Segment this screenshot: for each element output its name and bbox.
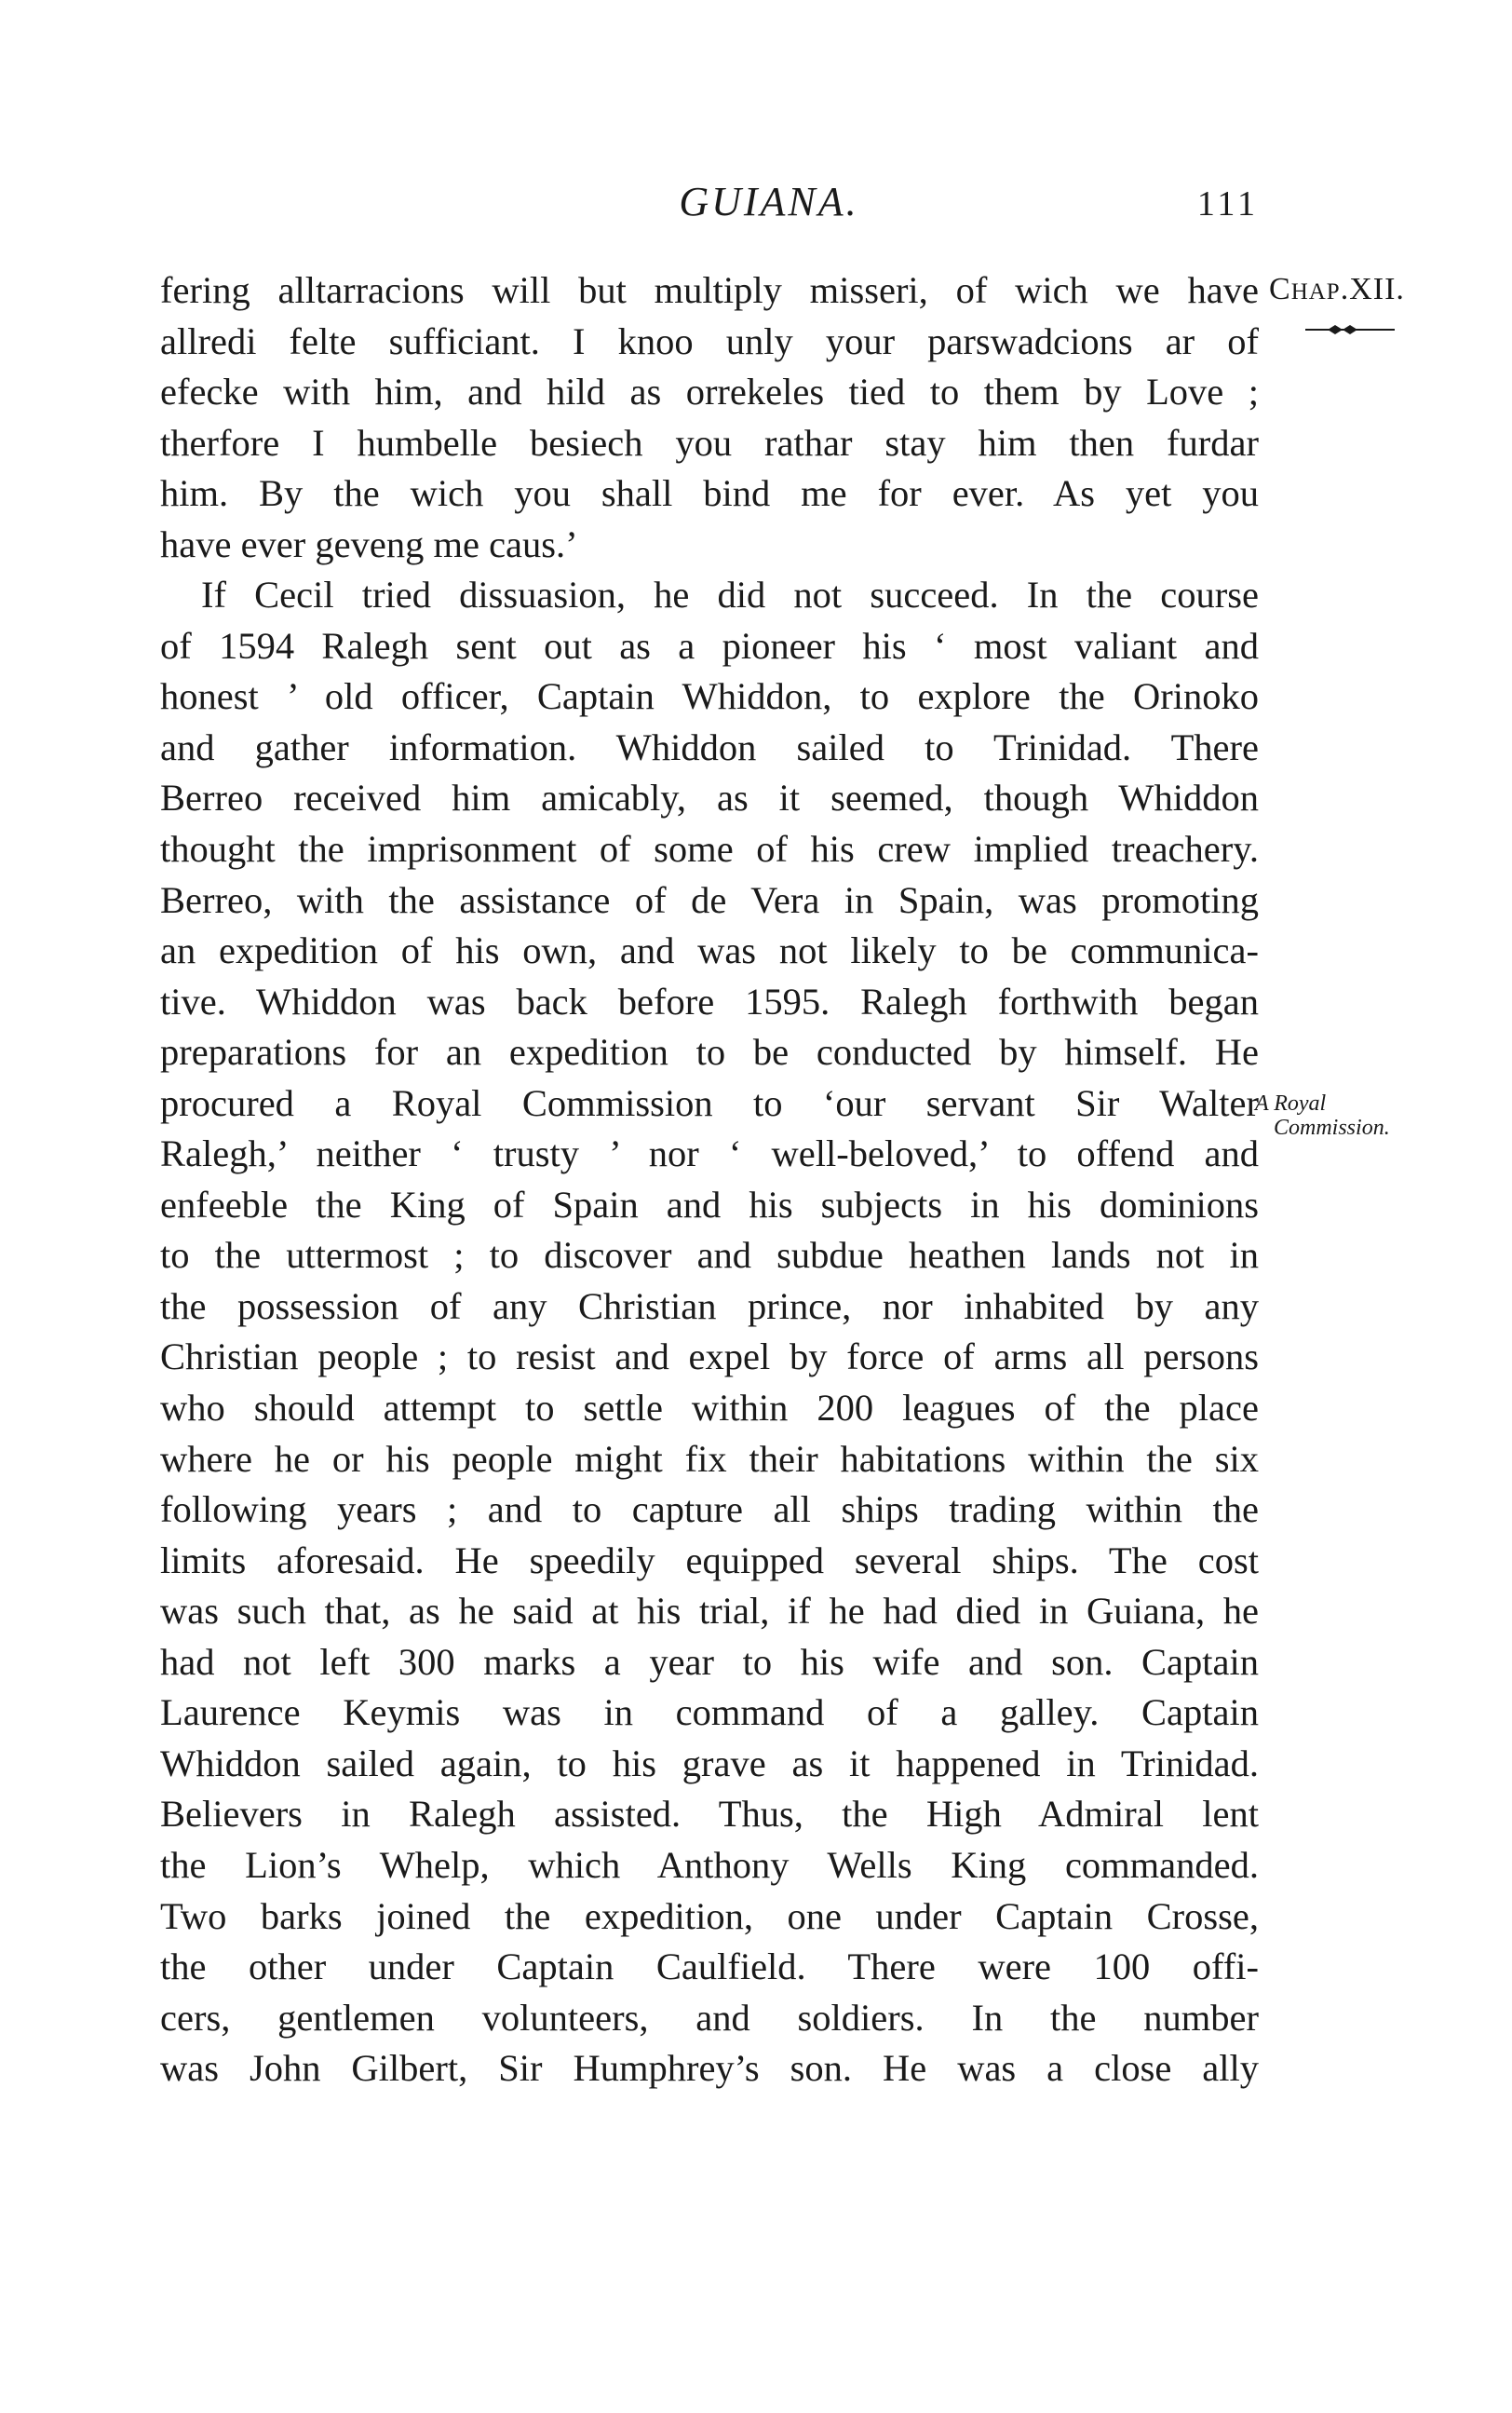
chapter-label-rest: .XII. [1340, 272, 1405, 306]
running-title [0, 179, 1512, 224]
text-line: Christian people ; to resist and expel by force of arms all persons [160, 1335, 1259, 1378]
text-line: who should attempt to settle within 200 leagues of the place [160, 1387, 1259, 1430]
text-line: Laurence Keymis was in command of a galley. Captain [160, 1691, 1259, 1734]
sidenote-royal-commission [1255, 1091, 1390, 1140]
text-line: Two barks joined the expedition, one under Captain Crosse, [160, 1894, 1259, 1937]
text-line: tive. Whiddon was back before 1595. Ralegh forthwith began [160, 980, 1259, 1023]
text-line: If Cecil tried dissuasion, he did not succeed. In the course [201, 574, 1259, 617]
text-line: an expedition of his own, and was not likely to be communica- [160, 929, 1259, 972]
text-line: have ever geveng me caus.’ [160, 522, 578, 565]
text-line: the possession of any Christian prince, nor inhabited by any [160, 1284, 1259, 1327]
text-line: Believers in Ralegh assisted. Thus, the High Admiral lent [160, 1793, 1259, 1836]
text-line: procured a Royal Commission to ‘our servant Sir Walter [160, 1081, 1259, 1124]
text-line: Ralegh,’ neither ‘ trusty ’ nor ‘ well-beloved,’ to offend and [160, 1132, 1259, 1175]
text-line: and gather information. Whiddon sailed to Trinidad. There [160, 725, 1259, 768]
text-line: limits aforesaid. He speedily equipped several ships. The cost [160, 1539, 1259, 1581]
text-line: allredi felte sufficiant. I knoo unly your parswadcions ar of [160, 319, 1259, 362]
text-line: preparations for an expedition to be conducted by himself. He [160, 1031, 1259, 1074]
text-line: was John Gilbert, Sir Humphrey’s son. He was a close ally [160, 2047, 1259, 2090]
chapter-marginal-label [1269, 274, 1405, 305]
text-line: of 1594 Ralegh sent out as a pioneer his ‘ most valiant and [160, 624, 1259, 667]
text-line: fering alltarracions will but multiply misseri, of wich we have [160, 269, 1259, 311]
text-line: cers, gentlemen volunteers, and soldiers. In the number [160, 1996, 1259, 2039]
text-line: to the uttermost ; to discover and subdue heathen lands not in [160, 1234, 1259, 1277]
text-line: following years ; and to capture all ships trading within the [160, 1488, 1259, 1531]
running-title-text: GUIANA. [679, 179, 859, 224]
chapter-label-smallcaps: HAP [1290, 279, 1341, 305]
chapter-label-lead: C [1269, 272, 1291, 306]
text-line: had not left 300 marks a year to his wife and son. Captain [160, 1640, 1259, 1683]
text-line: enfeeble the King of Spain and his subjects in his dominions [160, 1183, 1259, 1226]
text-line: was such that, as he said at his trial, if he had died in Guiana, he [160, 1590, 1259, 1633]
text-line: therfore I humbelle besiech you rathar stay him then furdar [160, 421, 1259, 464]
sidenote-line-2: Commission. [1274, 1116, 1390, 1140]
text-line: the Lion’s Whelp, which Anthony Wells King commanded. [160, 1843, 1259, 1886]
body-text [160, 265, 1259, 2094]
text-line: Whiddon sailed again, to his grave as it happened in Trinidad. [160, 1742, 1259, 1784]
page-number: 111 [1196, 184, 1259, 224]
text-line: the other under Captain Caulfield. There were 100 offi- [160, 1945, 1259, 1988]
sidenote-line-1: A Royal [1255, 1091, 1327, 1116]
text-line: honest ’ old officer, Captain Whiddon, to explore the Orinoko [160, 675, 1259, 718]
text-line: Berreo received him amicably, as it seemed, though Whiddon [160, 777, 1259, 820]
text-line: Berreo, with the assistance of de Vera in Spain, was promoting [160, 878, 1259, 921]
text-line: him. By the wich you shall bind me for ever. As yet you [160, 472, 1259, 515]
text-line: thought the imprisonment of some of his crew implied treachery. [160, 828, 1259, 871]
text-line: where he or his people might fix their habitations within the six [160, 1437, 1259, 1480]
ornament-rule [1305, 322, 1395, 337]
text-line: efecke with him, and hild as orrekeles tied to them by Love ; [160, 371, 1259, 413]
